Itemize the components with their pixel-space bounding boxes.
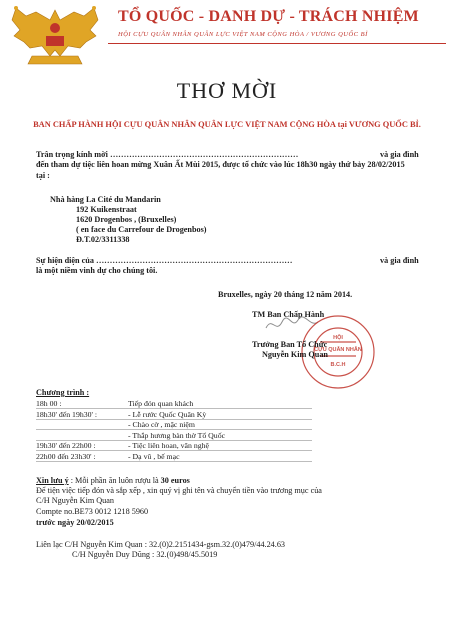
schedule-row [36, 420, 312, 430]
presence-line-1-end: và gia đình [380, 256, 419, 265]
svg-text:B.C.H: B.C.H [330, 362, 346, 368]
page-title: THƠ MỜI [176, 78, 278, 103]
contact-line-1: Liên lạc C/H Nguyễn Kim Quan : 32.(0)2.2151434-gsm.32.(0)479/44.24.63 [36, 540, 286, 549]
venue-note: ( en face du Carrefour de Drogenbos) [76, 225, 207, 234]
svg-text:CỰU QUÂN NHÂN: CỰU QUÂN NHÂN [314, 347, 362, 353]
schedule-row [36, 441, 312, 451]
schedule-activity: Tiếp đón quan khách [128, 399, 194, 408]
schedule-time: 18h30' đến 19h30' : [36, 409, 98, 419]
schedule-time: 19h30' đến 22h00 : [36, 441, 96, 450]
invite-line-1-end: và gia đình [380, 150, 419, 159]
svg-text:HỘI: HỘI [333, 335, 343, 341]
program-schedule [36, 399, 312, 466]
presence-line-1: Sự hiện diện của ……………………………………………………………… [36, 256, 293, 265]
signature-name: Nguyễn Kim Quan [262, 350, 328, 359]
notes-account: Compte no.BE73 0012 1218 5960 [36, 507, 149, 516]
notes-line-2: Để tiện việc tiếp đón và sắp xếp , xin quý vị ghi tên và chuyển tiền vào trương mục của [36, 486, 322, 495]
notes-deadline: trước ngày 20/02/2015 [36, 518, 114, 527]
schedule-activity: - Chào cờ , mặc niệm [128, 420, 195, 429]
schedule-time: 18h 00 : [36, 399, 62, 408]
header-motto: TỔ QUỐC - DANH DỰ - TRÁCH NHIỆM [118, 8, 419, 25]
signature-role: Trưởng Ban Tổ Chức [252, 340, 328, 349]
header-divider [108, 43, 446, 44]
schedule-row [36, 452, 312, 462]
notes-price: 30 euros [160, 476, 190, 485]
date-line: Bruxelles, ngày 20 tháng 12 năm 2014. [218, 290, 353, 299]
schedule-row [36, 431, 312, 441]
invite-line-3: tại : [36, 171, 50, 180]
invite-line-2: đến tham dự tiệc liên hoan mừng Xuân Ất Mùi 2015, được tổ chức vào lúc 18h30 ngày thứ bảy 28/02/2015 [36, 160, 405, 169]
schedule-time: 22h00 đến 23h30' : [36, 451, 96, 461]
eagle-emblem-icon [6, 2, 104, 72]
notes-label: Xin lưu ý [36, 476, 69, 485]
venue-phone: Đ.T.02/3311338 [76, 235, 130, 244]
schedule-row [36, 399, 312, 409]
schedule-activity: - Dạ vũ , bế mạc [128, 451, 180, 461]
schedule-activity: - Lễ rước Quốc Quân Kỳ [128, 409, 207, 419]
venue-name: Nhà hàng La Cité du Mandarin [50, 195, 161, 204]
schedule-activity: - Thắp hương bàn thờ Tổ Quốc [128, 430, 226, 440]
program-heading: Chương trình : [36, 388, 90, 397]
schedule-row [36, 410, 312, 420]
presence-line-2: là một niềm vinh dự cho chúng tôi. [36, 266, 158, 275]
signature-committee: TM Ban Chấp Hành [252, 310, 325, 319]
schedule-activity: - Tiệc liên hoan, văn nghệ [128, 441, 209, 450]
invite-line-1: Trân trọng kính mời …………………………………………………………… [36, 150, 299, 159]
notes-line-1 [36, 476, 190, 486]
notes-line-3: C/H Nguyễn Kim Quan [36, 496, 115, 505]
header-association: HỘI CỰU QUÂN NHÂN QUÂN LỰC VIỆT NAM CỘNG HÒA / VƯƠNG QUỐC BỈ [118, 31, 368, 38]
notes-price-text: : Mỗi phần ăn luôn rượu là [70, 476, 159, 485]
contact-line-2: C/H Nguyễn Duy Dũng : 32.(0)498/45.5019 [72, 550, 218, 559]
venue-street: 192 Kuikenstraat [76, 205, 137, 214]
venue-city: 1620 Drogenbos , (Bruxelles) [76, 215, 177, 224]
organization-line: BAN CHẤP HÀNH HỘI CỰU QUÂN NHÂN QUÂN LỰC VIỆT NAM CỘNG HÒA tại VƯƠNG QUỐC BỈ. [33, 120, 421, 129]
